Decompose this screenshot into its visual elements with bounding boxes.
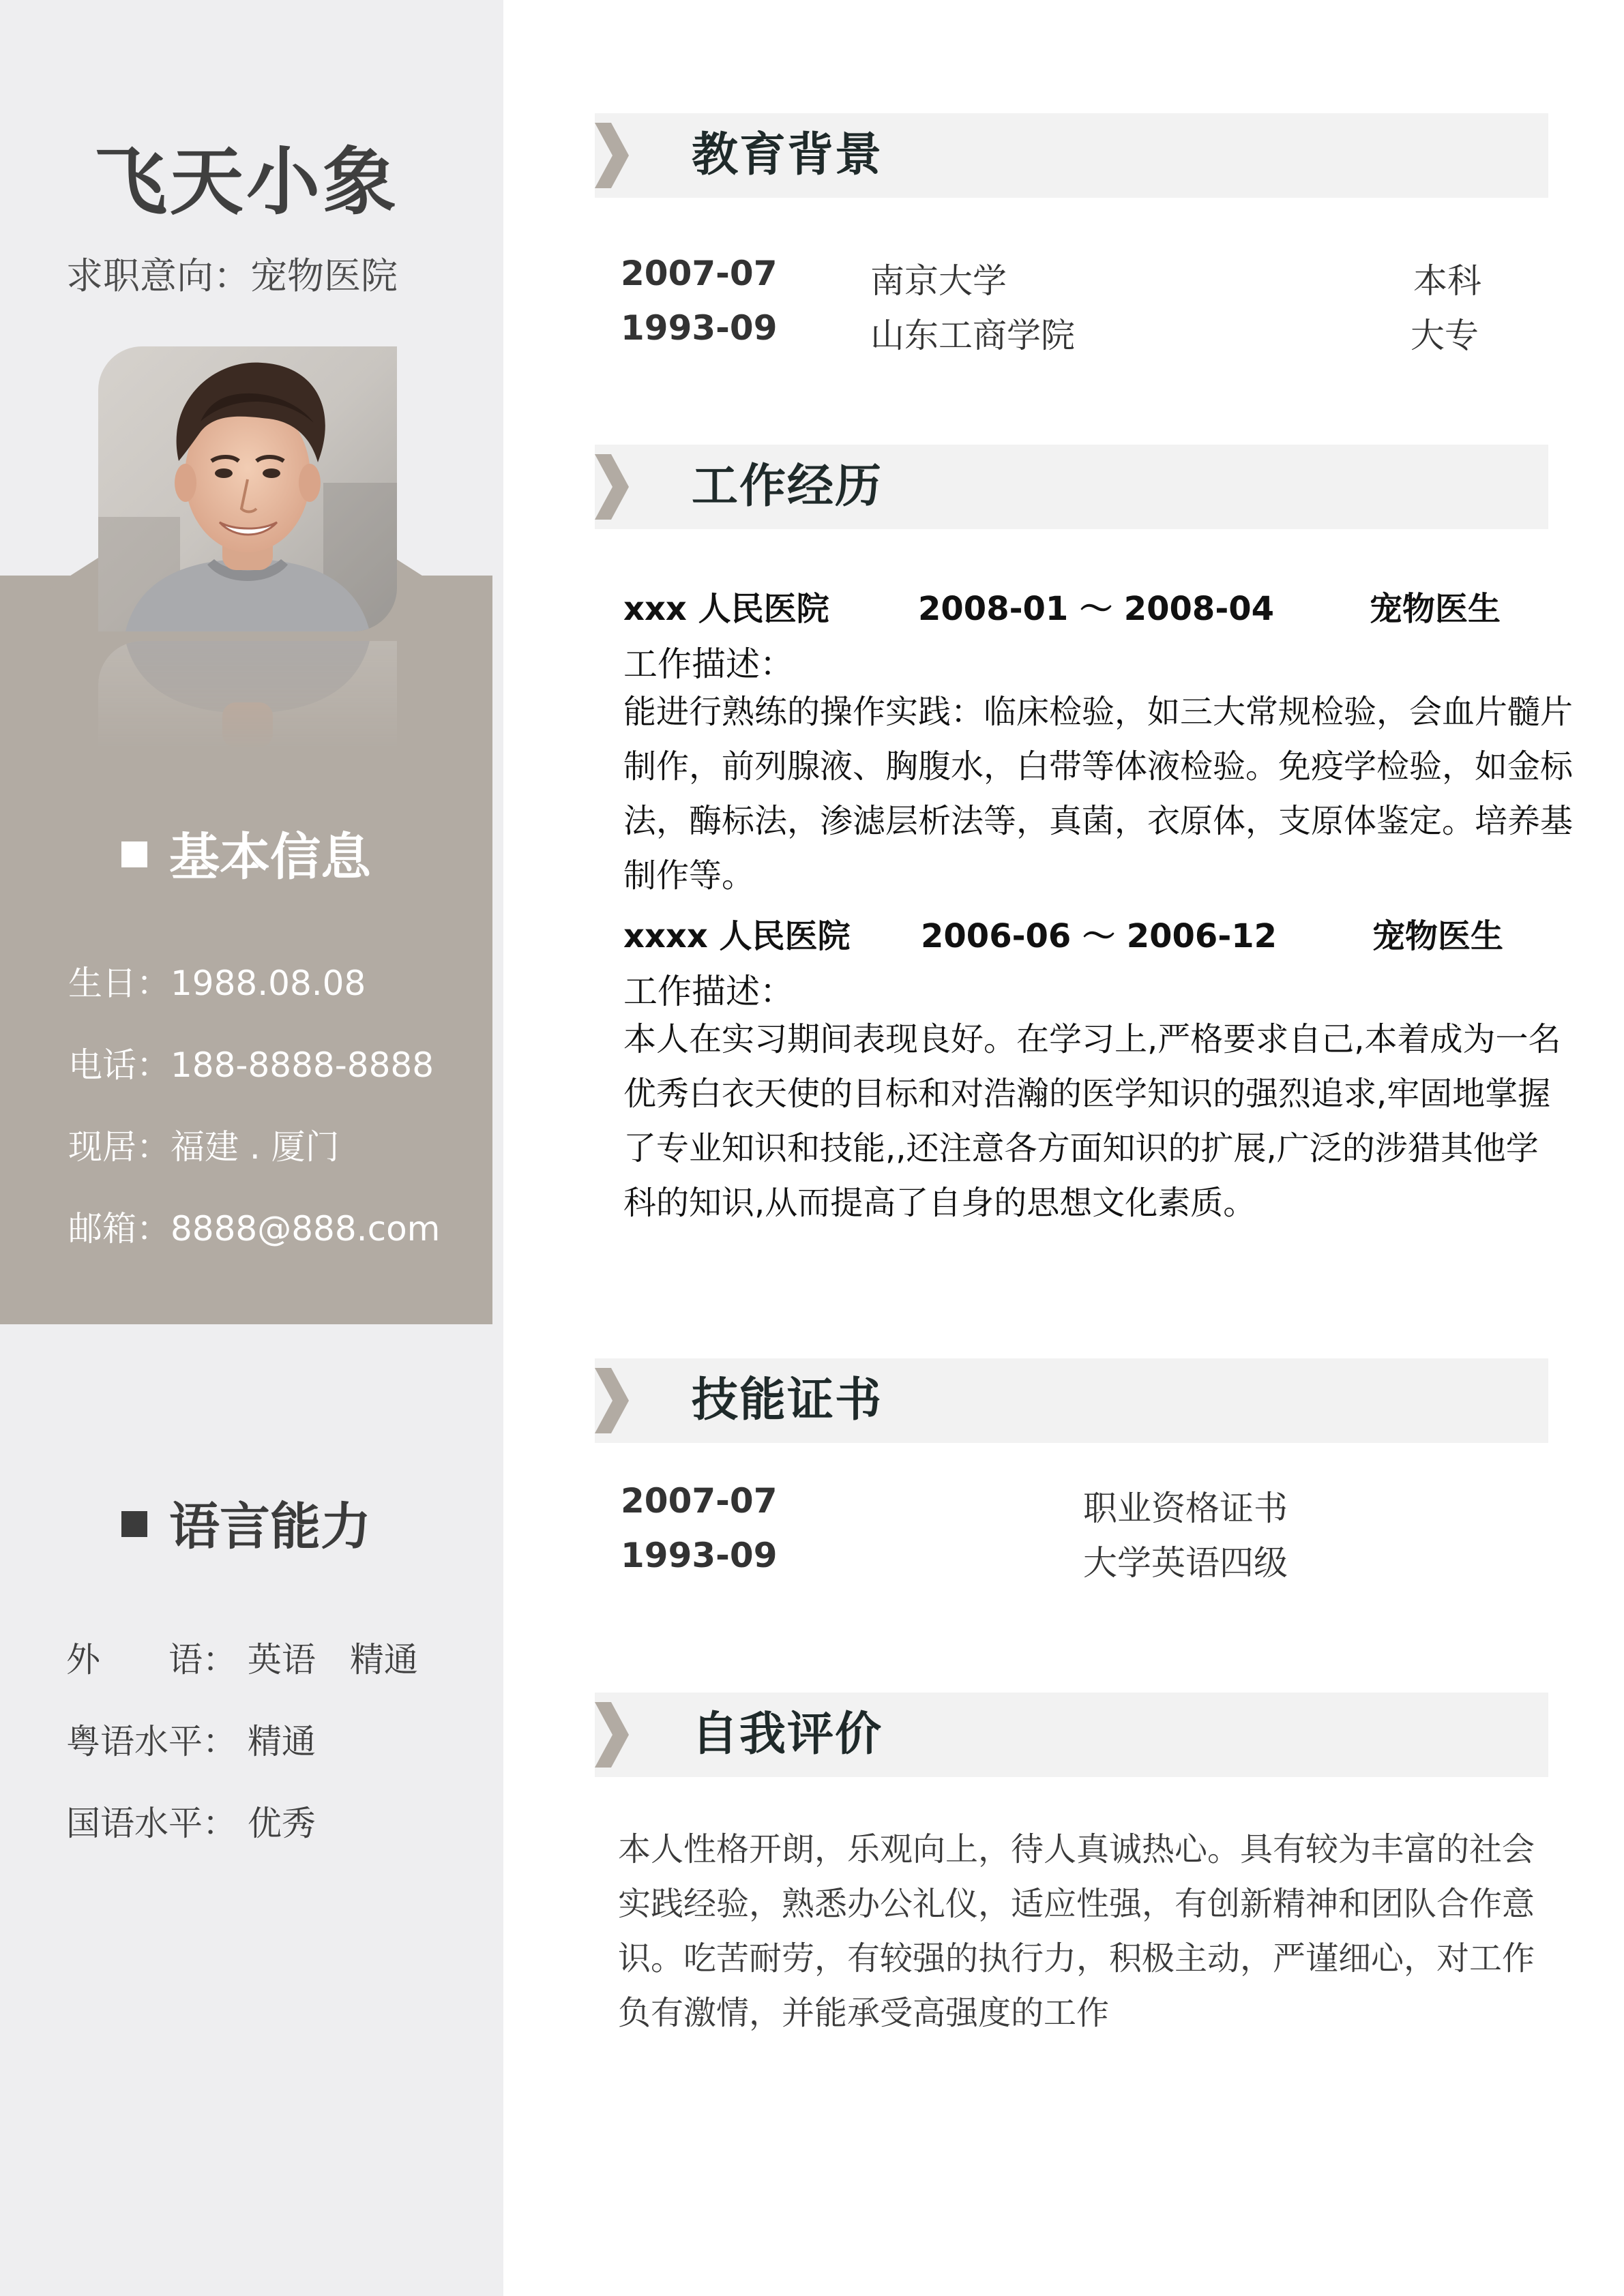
job-company: xxxx 人民医院 <box>623 917 851 955</box>
profile-photo <box>98 346 397 631</box>
work-title: 工作经历 <box>692 460 883 513</box>
job-desc-line: 法，酶标法，渗滤层析法等，真菌，衣原体，支原体鉴定。培养基 <box>623 802 1574 840</box>
cantonese-line: 粤语水平： 精通 <box>66 1722 316 1761</box>
job-role: 宠物医生 <box>1370 590 1501 628</box>
chevron-icon <box>595 123 629 188</box>
job-desc-line: 了专业知识和技能,,还注意各方面知识的扩展,广泛的涉猎其他学 <box>623 1129 1539 1167</box>
education-school: 山东工商学院 <box>870 316 1075 355</box>
education-date: 1993-09 <box>621 308 778 348</box>
self-eval-section-header <box>595 1693 1548 1777</box>
chevron-icon <box>595 1368 629 1433</box>
skill-name: 职业资格证书 <box>1083 1489 1288 1528</box>
basic-info-heading-text: 基本信息 <box>169 828 371 886</box>
basic-info-heading <box>0 817 492 889</box>
job-objective: 求职意向：宠物医院 <box>66 254 398 297</box>
work-section-header <box>595 445 1548 529</box>
job-role: 宠物医生 <box>1372 917 1504 955</box>
skill-date: 2007-07 <box>621 1481 778 1521</box>
education-title: 教育背景 <box>692 128 883 182</box>
birthday-line: 生日：1988.08.08 <box>68 964 366 1003</box>
job-desc-line: 制作等。 <box>623 856 755 895</box>
mandarin-line: 国语水平： 优秀 <box>66 1804 316 1843</box>
self-eval-text <box>618 1822 1535 2040</box>
candidate-name: 飞天小象 <box>93 140 399 225</box>
job-description <box>623 1012 1561 1230</box>
job-description <box>623 685 1573 903</box>
job-period: 2006-06 ～ 2006-12 <box>921 917 1278 955</box>
skills-section-header <box>595 1358 1548 1443</box>
education-school: 南京大学 <box>870 261 1007 301</box>
self-eval-title: 自我评价 <box>692 1708 883 1761</box>
foreign-language-line: 外 语： 英语 精通 <box>66 1640 418 1680</box>
skill-name: 大学英语四级 <box>1083 1543 1288 1583</box>
job-company: xxx 人民医院 <box>623 590 829 628</box>
profile-photo-reflection <box>98 641 397 750</box>
education-section-header <box>595 113 1548 198</box>
square-bullet-icon <box>121 841 147 867</box>
skills-title: 技能证书 <box>692 1373 883 1427</box>
education-degree: 大专 <box>1411 316 1479 355</box>
job-desc-line: 本人在实习期间表现良好。在学习上,严格要求自己,本着成为一名 <box>623 1020 1561 1058</box>
email-line: 邮箱：8888@888.com <box>68 1209 441 1249</box>
chevron-icon <box>595 454 629 520</box>
job-desc-line: 制作，前列腺液、胸腹水，白带等体液检验。免疫学检验，如金标 <box>623 747 1574 786</box>
language-heading-text: 语言能力 <box>169 1497 371 1556</box>
education-degree: 本科 <box>1413 261 1481 301</box>
education-date: 2007-07 <box>621 254 778 293</box>
job-period: 2008-01 ～ 2008-04 <box>918 590 1275 628</box>
job-desc-line: 科的知识,从而提高了自身的思想文化素质。 <box>623 1184 1256 1222</box>
job-desc-label: 工作描述： <box>623 972 794 1011</box>
location-line: 现居：福建 . 厦门 <box>68 1127 340 1167</box>
chevron-icon <box>595 1702 629 1768</box>
phone-line: 电话：188-8888-8888 <box>68 1045 434 1085</box>
job-desc-line: 优秀白衣天使的目标和对浩瀚的医学知识的强烈追求,牢固地掌握 <box>623 1075 1551 1113</box>
square-bullet-icon <box>121 1511 147 1537</box>
job-desc-label: 工作描述： <box>623 644 794 684</box>
self-eval-line: 识。吃苦耐劳，有较强的执行力，积极主动，严谨细心，对工作 <box>618 1939 1535 1978</box>
sidebar <box>0 0 503 2296</box>
skill-date: 1993-09 <box>621 1536 778 1575</box>
self-eval-line: 实践经验，熟悉办公礼仪，适应性强，有创新精神和团队合作意 <box>618 1885 1535 1923</box>
self-eval-line: 负有激情，并能承受高强度的工作 <box>618 1994 1110 2032</box>
language-heading <box>0 1487 492 1559</box>
self-eval-line: 本人性格开朗，乐观向上，待人真诚热心。具有较为丰富的社会 <box>618 1830 1535 1868</box>
job-desc-line: 能进行熟练的操作实践：临床检验，如三大常规检验，会血片髓片 <box>623 693 1574 731</box>
